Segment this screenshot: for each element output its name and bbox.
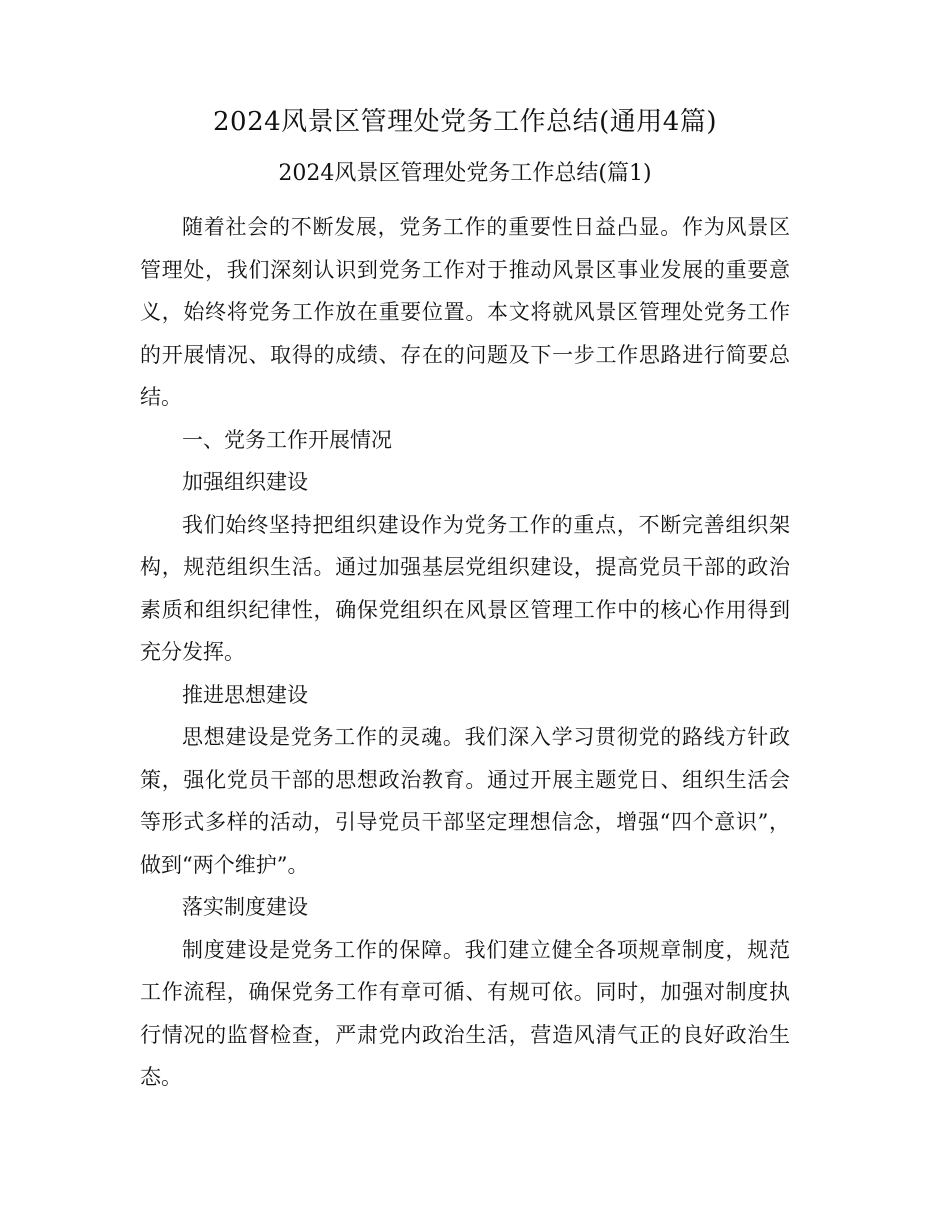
intro-paragraph: 随着社会的不断发展，党务工作的重要性日益凸显。作为风景区管理处，我们深刻认识到党务工作对于推动风景区事业发展的重要意义，始终将党务工作放在重要位置。本文将就风景区管理处党务工作的开展情况、取得的成绩、存在的问题及下一步工作思路进行简要总结。: [140, 215, 790, 409]
document-title: 2024风景区管理处党务工作总结(通用4篇): [213, 107, 717, 137]
document-subtitle: 2024风景区管理处党务工作总结(篇1): [278, 161, 652, 186]
subheading-ideology: 推进思想建设: [182, 682, 308, 707]
section-heading: 一、党务工作开展情况: [182, 427, 392, 452]
document-body: [140, 206, 790, 1099]
paragraph-ideology: 思想建设是党务工作的灵魂。我们深入学习贯彻党的路线方针政策，强化党员干部的思想政治教育。通过开展主题党日、组织生活会等形式多样的活动，引导党员干部坚定理想信念，增强“四个意识”，做到“两个维护”。: [140, 725, 790, 877]
paragraph-system: 制度建设是党务工作的保障。我们建立健全各项规章制度，规范工作流程，确保党务工作有章可循、有规可依。同时，加强对制度执行情况的监督检查，严肃党内政治生活，营造风清气正的良好政治生态。: [140, 937, 790, 1089]
subheading-system: 落实制度建设: [182, 895, 308, 919]
subheading-organization: 加强组织建设: [182, 470, 308, 494]
paragraph-organization: 我们始终坚持把组织建设作为党务工作的重点，不断完善组织架构，规范组织生活。通过加强基层党组织建设，提高党员干部的政治素质和组织纪律性，确保党组织在风景区管理工作中的核心作用得到充分发挥。: [140, 512, 790, 664]
